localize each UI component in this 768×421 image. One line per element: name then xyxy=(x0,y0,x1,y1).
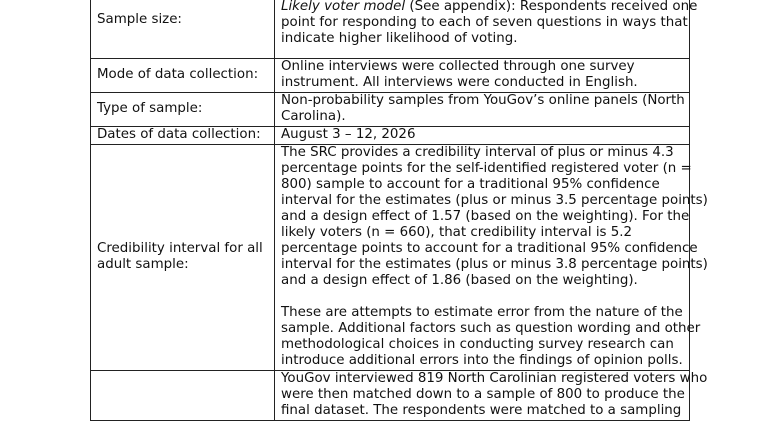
row-label-weighting xyxy=(91,371,275,421)
cell-line: percentage points to account for a traditional 95% confidence xyxy=(281,241,698,256)
cell-line: These are attempts to estimate error from the nature of the xyxy=(281,305,683,320)
cell-line: and a design effect of 1.57 (based on the weighting). For the xyxy=(281,209,690,224)
label-line: Credibility interval for all xyxy=(97,241,263,256)
cell-line: methodological choices in conducting survey research can xyxy=(281,337,674,352)
row-label-mode: Mode of data collection: xyxy=(91,59,275,93)
cell-line: instrument. All interviews were conducted in English. xyxy=(281,75,638,90)
cell-line: interval for the estimates (plus or minus 3.5 percentage points) xyxy=(281,193,708,208)
row-label-sample-size: Sample size: xyxy=(91,0,275,59)
likely-voter-model-term: Likely voter model xyxy=(281,0,406,14)
cell-line: Online interviews were collected through one survey xyxy=(281,59,635,74)
row-value-type-of-sample xyxy=(275,93,690,127)
cell-line: likely voters (n = 660), that credibility interval is 5.2 xyxy=(281,225,633,240)
cell-line: percentage points for the self-identified registered voter (n = xyxy=(281,161,692,176)
cell-line: introduce additional errors into the findings of opinion polls. xyxy=(281,353,683,368)
table-row xyxy=(91,59,690,93)
cell-line: indicate higher likelihood of voting. xyxy=(281,31,518,46)
row-label-dates: Dates of data collection: xyxy=(91,127,275,145)
cell-line: sample. Additional factors such as question wording and other xyxy=(281,321,701,336)
cell-line: Non-probability samples from YouGov’s online panels (North xyxy=(281,93,685,108)
cell-line: YouGov interviewed 819 North Carolinian registered voters who xyxy=(281,371,708,386)
likely-voter-line xyxy=(281,0,698,15)
table-row xyxy=(91,0,690,59)
cell-line: 800) sample to account for a traditional 95% confidence xyxy=(281,177,660,192)
row-value-mode xyxy=(275,59,690,93)
row-value-credibility xyxy=(275,145,708,371)
table-row xyxy=(91,145,690,371)
cell-line: The SRC provides a credibility interval of plus or minus 4.3 xyxy=(281,145,674,160)
row-value-dates xyxy=(275,127,690,145)
likely-voter-description: (See appendix): Respondents received one xyxy=(405,0,698,14)
row-value-weighting xyxy=(275,371,708,421)
row-label-credibility xyxy=(91,145,275,371)
row-label-type-of-sample: Type of sample: xyxy=(91,93,275,127)
table-row xyxy=(91,93,690,127)
row-value-sample-size xyxy=(275,0,698,59)
table-row xyxy=(91,371,690,421)
cell-line: interval for the estimates (plus or minus 3.8 percentage points) xyxy=(281,257,708,272)
cell-line: were then matched down to a sample of 800 to produce the xyxy=(281,387,685,402)
label-line: adult sample: xyxy=(97,257,189,272)
cell-line: point for responding to each of seven questions in ways that xyxy=(281,15,688,30)
cell-line: Carolina). xyxy=(281,109,346,124)
cell-line: August 3 – 12, 2026 xyxy=(281,127,416,142)
table-row xyxy=(91,127,690,145)
cell-line: final dataset. The respondents were matched to a sampling xyxy=(281,403,682,418)
cell-line: and a design effect of 1.86 (based on the weighting). xyxy=(281,273,638,288)
paragraph-gap xyxy=(281,289,685,305)
methodology-table xyxy=(90,0,708,421)
